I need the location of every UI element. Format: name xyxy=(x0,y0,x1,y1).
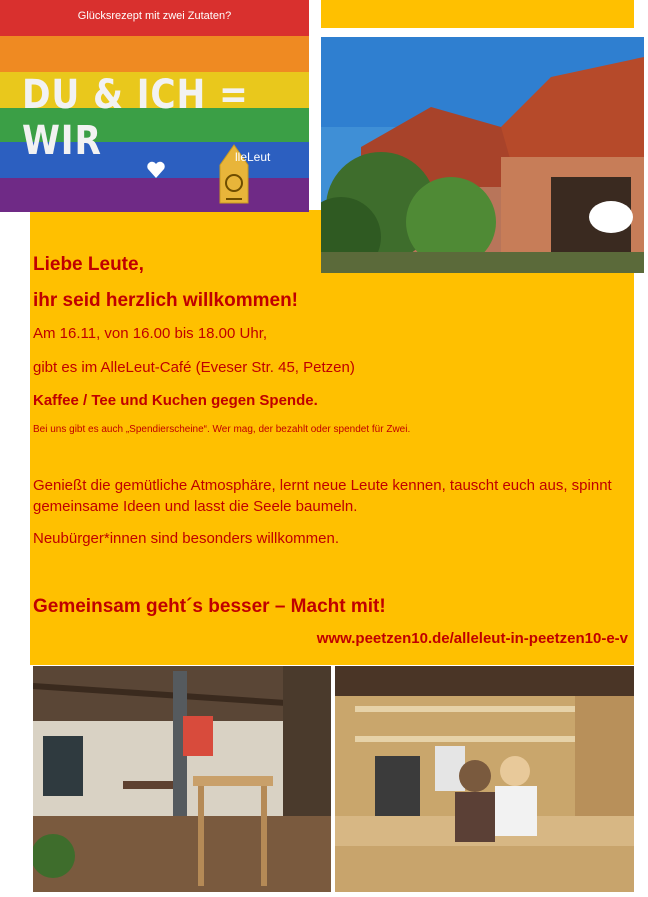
offer-line: Kaffee / Tee und Kuchen gegen Spende. xyxy=(33,392,318,409)
location-line: gibt es im AlleLeut-Café (Eveser Str. 45, Petzen) xyxy=(33,359,355,376)
donation-voucher-line: Bei uns gibt es auch „Spendierscheine“. Wer mag, der bezahlt oder spendet für Zwei. xyxy=(33,424,411,435)
half-timbered-house-photo xyxy=(321,37,644,273)
website-link[interactable]: www.peetzen10.de/alleleut-in-peetzen10-e-v xyxy=(316,630,628,647)
atmosphere-paragraph: Genießt die gemütliche Atmosphäre, lernt neue Leute kennen, tauscht euch aus, spinnt gemeinsame Ideen und lasst die Seele baumeln. xyxy=(33,477,612,515)
flyer-stripe-purple xyxy=(0,178,309,212)
greeting: Liebe Leute, xyxy=(33,254,144,275)
date-time-line: Am 16.11, von 16.00 bis 18.00 Uhr, xyxy=(33,325,268,342)
newcomers-line: Neubürger*innen sind besonders willkommen. xyxy=(33,530,339,547)
welcome-heading: ihr seid herzlich willkommen! xyxy=(33,290,299,311)
cafe-interior-photo xyxy=(33,666,331,892)
yellow-top-block xyxy=(321,0,634,28)
rainbow-flyer-image xyxy=(0,0,309,212)
heart-icon xyxy=(146,160,166,180)
motto-heading: Gemeinsam geht´s besser – Macht mit! xyxy=(33,596,386,617)
logo-text: lleLeut xyxy=(235,150,271,164)
cafe-counter-photo xyxy=(335,666,634,892)
flyer-title: DU & ICH = WIR xyxy=(22,72,249,164)
flyer-tagline: Glücksrezept mit zwei Zutaten? xyxy=(77,10,232,22)
flyer-stripe-orange xyxy=(0,36,309,72)
